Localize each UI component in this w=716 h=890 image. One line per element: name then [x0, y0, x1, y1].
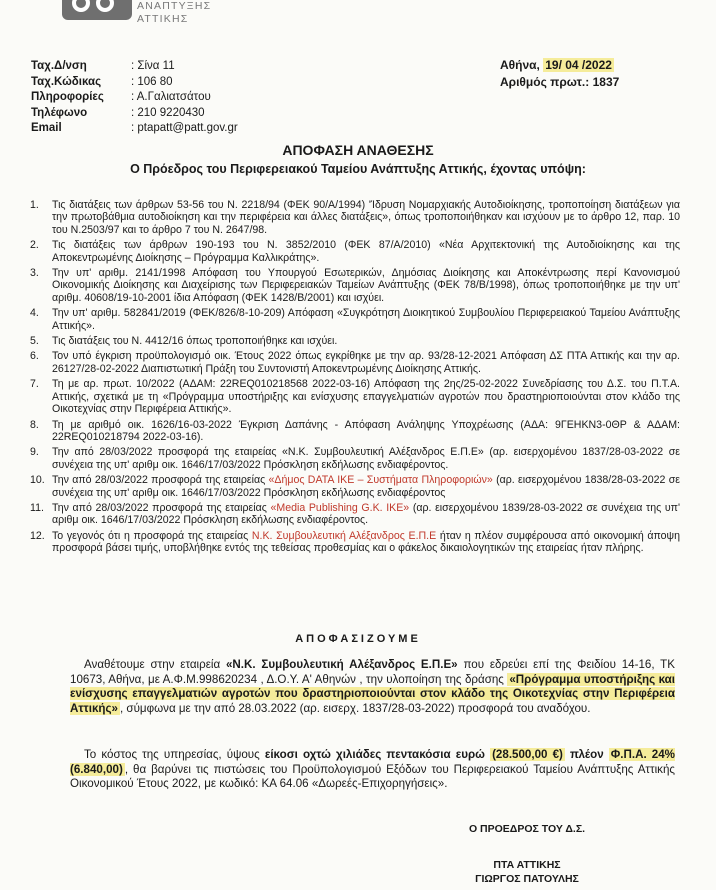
- item-text: Τη με αρ. πρωτ. 10/2022 (ΑΔΑΜ: 22REQ010218568 2022-03-16) Απόφαση της 2ης/25-02-2022 Συνεδρίασης του Δ.Σ. του Π.Τ.Α. Αττικής, σχετικά με τη «Πρόγραμμα υποστήριξης και ενίσχυσης επαγγελματιών αγροτών που δραστηριοποιούνται στον κλάδο της Οικοτεχνίας στην Περιφέρεια Αττικής».: [52, 378, 680, 416]
- contact-value: : Σίνα 11: [131, 60, 175, 72]
- list-item: [30, 350, 680, 375]
- item-text-post: ήταν η πλέον συμφέρουσα από οικονομική άποψη προσφορά βάσει τιμής, υποβλήθηκε εντός της τεθείσας προθεσμίας και ο φάκελος δικαιολογητικών της εταιρείας ήταν πλήρης.: [52, 529, 680, 555]
- contact-email[interactable]: : ptapatt@patt.gov.gr: [131, 122, 238, 134]
- item-text: Τις διατάξεις των άρθρων 53-56 του Ν. 2218/94 (ΦΕΚ 90/Α/1994) 'Ίδρυση Νομαρχιακής Αυτοδιοίκησης, τροποποίηση διατάξεων για την πρωτοβάθμια αυτοδιοίκηση και την περιφέρεια και άλλες διατάξεις», όπως τροποποιήθηκαν και ισχύουν με το άρθρο 12, παρ. 10 του Ν.2503/97 και το άρθρο 7 του Ν. 2647/98.: [52, 199, 680, 236]
- vat-value: Φ.Π.Α. 24% (6.840,00): [70, 748, 675, 776]
- contact-value: : Α.Γαλιατσάτου: [131, 91, 211, 103]
- contact-row: [31, 59, 238, 75]
- item-number: 1.: [30, 199, 39, 211]
- list-item: [30, 474, 680, 499]
- award-paragraph: [70, 658, 675, 716]
- list-item: [30, 419, 680, 444]
- item-number: 7.: [30, 378, 39, 391]
- para1-company: «Ν.Κ. Συμβουλευτική Αλέξανδρος Ε.Π.Ε»: [225, 658, 458, 671]
- list-item: [30, 446, 680, 471]
- signature-role: Ο ΠΡΟΕΔΡΟΣ ΤΟΥ Δ.Σ.: [468, 823, 586, 835]
- contact-row: [31, 121, 238, 137]
- contact-value: : 106 80: [131, 75, 173, 88]
- para1-b: που εδρεύει επί της Φειδίου 14-16, ΤΚ 10673, Αθήνα, με Α.Φ.Μ.998620234 , Δ.Ο.Υ. Α' Αθηνών , την υλοποίηση της δράσης: [70, 658, 675, 686]
- item-text: [52, 474, 680, 499]
- contact-label: Ταχ.Κώδικας: [31, 75, 102, 88]
- item-text: Τις διατάξεις των άρθρων 190-193 του Ν. 3852/2010 (ΦΕΚ 87/Α/2010) «Νέα Αρχιτεκτονική της Αυτοδιοίκησης και της Αποκεντρωμένης Διοίκησης – Πρόγραμμα Καλλικράτης».: [52, 239, 680, 264]
- page-title: ΑΠΟΦΑΣΗ ΑΝΑΘΕΣΗΣ: [282, 142, 434, 158]
- item-number: 5.: [30, 335, 39, 348]
- list-item: [30, 239, 680, 264]
- para1-a: Αναθέτουμε στην εταιρεία: [84, 658, 226, 671]
- item-text: Την υπ' αριθμ. 582841/2019 (ΦΕΚ/826/8-10-209) Απόφαση «Συγκρότηση Διοικητικού Συμβουλίου Περιφερειακού Ταμείου Ανάπτυξης Αττικής».: [52, 307, 680, 332]
- item-text: Τον υπό έγκριση προϋπολογισμό οικ. Έτους 2022 όπως εγκρίθηκε με την αρ. 93/28-12-2021 Απόφαση ΔΣ ΠΤΑ Αττικής και την αρ. 26127/28-02-2022 Διαπιστωτική Πράξη του Συντονιστή Αποκεντρωμένης Διοίκησης Αττικής.: [52, 350, 680, 375]
- para2-a: Το κόστος της υπηρεσίας, ύψους: [84, 748, 265, 761]
- item-number: 4.: [30, 307, 39, 320]
- logo-mark: [62, 0, 132, 20]
- company-name-highlight: «Δήμος DATA ΙΚΕ – Συστήματα Πληροφοριών»: [268, 474, 493, 487]
- item-text-pre: Την από 28/03/2022 προσφορά της εταιρείας: [52, 474, 269, 487]
- contact-row: [31, 75, 238, 91]
- list-item: [30, 502, 680, 527]
- item-text: [52, 502, 680, 527]
- contact-label: Πληροφορίες: [31, 91, 104, 103]
- logo-line2: ΑΤΤΙΚΗΣ: [137, 13, 189, 25]
- list-item: [30, 307, 680, 332]
- amount-words: είκοσι οχτώ χιλιάδες πεντακόσια ευρώ: [264, 748, 485, 761]
- item-number: 10.: [30, 474, 45, 487]
- item-number: 12.: [30, 529, 45, 542]
- page-subtitle: Ο Πρόεδρος του Περιφερειακού Ταμείου Ανάπτυξης Αττικής, έχοντας υπόψη:: [130, 162, 586, 176]
- para1-program: «Πρόγραμμα υποστήριξης και ενίσχυσης επαγγελματιών αγροτών που δραστηριοποιούνται στον κλάδο της Οικοτεχνίας στην Περιφέρεια Αττικής»: [70, 672, 675, 715]
- contact-row: [31, 106, 238, 122]
- item-text-pre: Το γεγονός ότι η προσφορά της εταιρείας: [52, 529, 252, 542]
- amount-plus: πλέον: [564, 748, 604, 761]
- contact-label: Τηλέφωνο: [31, 106, 88, 119]
- decision-heading: ΑΠΟΦΑΣΙΖΟΥΜΕ: [295, 633, 421, 645]
- logo-text: [137, 0, 211, 26]
- item-text: Την από 28/03/2022 προσφορά της εταιρείας «Ν.Κ. Συμβουλευτική Αλέξανδρος Ε.Π.Ε» (αρ. εισερχομένου 1837/28-03-2022 σε συνέχεια της υπ' αριθμ οικ. 1646/17/03/2022 Πρόσκληση εκδήλωσης ενδιαφέροντος.: [52, 446, 680, 471]
- item-text: Τη με αριθμό οικ. 1626/16-03-2022 Έγκριση Δαπάνης - Απόφαση Ανάληψης Υποχρέωσης (ΑΔΑ: 9ΓΕΗΚΝ3-0ΘΡ & ΑΔΑΜ: 22REQ010218794 2022-03-16).: [52, 418, 680, 443]
- item-text-post: (αρ. εισερχομένου 1838/28-03-2022 σε συνέχεια της υπ' αριθμ οικ. 1646/17/03/2022 Πρόσκληση εκδήλωσης ενδιαφέροντος: [52, 474, 680, 499]
- contact-label: Email: [31, 122, 62, 134]
- contact-label: Ταχ.Δ/νση: [31, 60, 87, 72]
- list-item: [30, 530, 680, 555]
- date-value: 19/ 04 /2022: [545, 58, 612, 72]
- item-number: 9.: [30, 446, 39, 459]
- item-text-pre: Την από 28/03/2022 προσφορά της εταιρείας: [52, 501, 271, 514]
- logo-line1: ΑΝΑΠΤΥΞΗΣ: [137, 0, 212, 12]
- list-item: [30, 199, 680, 236]
- considerations-list: [30, 199, 680, 558]
- item-number: 3.: [30, 267, 39, 280]
- date-block: [500, 57, 619, 91]
- item-text: Την υπ' αριθμ. 2141/1998 Απόφαση του Υπουργού Εσωτερικών, Δημόσιας Διοίκησης και Αποκέντρωσης περί Κανονισμού Οικονομικής Διοίκησης και Διαχείρισης των Περιφερειακών Ταμείων Ανάπτυξης (ΦΕΚ 78/Β/1998), όπως τροποποιήθηκε με την υπ' αριθμ. 40608/19-10-2001 ίδια Απόφαση (ΦΕΚ 1428/Β/2001) και ισχύει.: [52, 267, 680, 304]
- cost-paragraph: [70, 748, 675, 792]
- item-text: [52, 530, 680, 555]
- date-place: Αθήνα,: [500, 58, 540, 72]
- contact-value: : 210 9220430: [131, 106, 205, 119]
- signature-name: ΓΙΩΡΓΟΣ ΠΑΤΟΥΛΗΣ: [475, 873, 579, 885]
- list-item: [30, 267, 680, 304]
- item-number: 8.: [30, 418, 39, 431]
- list-item: [30, 378, 680, 415]
- contact-row: [31, 90, 238, 106]
- protocol-label: Αριθμός πρωτ.:: [500, 75, 590, 89]
- para1-c: , σύμφωνα με την από 28.03.2022 (αρ. εισερχ. 1837/28-03-2022) προσφορά του αναδόχου.: [119, 701, 591, 715]
- company-name-highlight: Ν.Κ. Συμβουλευτική Αλέξανδρος Ε.Π.Ε: [251, 529, 437, 542]
- amount-value: (28.500,00 €): [492, 748, 563, 761]
- company-name-highlight: «Media Publishing G.K. IKE»: [270, 501, 410, 514]
- contact-block: [31, 59, 238, 137]
- item-number: 11.: [30, 501, 44, 514]
- signature-org: ΠΤΑ ΑΤΤΙΚΗΣ: [493, 859, 561, 871]
- item-text-post: (αρ. εισερχομένου 1839/28-03-2022 σε συνέχεια της υπ' αριθμ οικ. 1646/17/03/2022 Πρόσκληση εκδήλωσης ενδιαφέροντος.: [52, 501, 680, 527]
- item-number: 2.: [30, 239, 39, 252]
- list-item: [30, 335, 680, 347]
- item-number: 6.: [30, 350, 39, 363]
- protocol-number: 1837: [592, 75, 620, 89]
- para2-b: , θα βαρύνει τις πιστώσεις του Προϋπολογισμού Εξόδων του Περιφερειακού Ταμείου Ανάπτυξης Αττικής Οικονομικού Έτους 2022, με κωδικό: ΚΑ 64.06 «Δωρεές-Επιχορηγήσεις».: [70, 762, 675, 791]
- signature-block: [432, 858, 622, 886]
- item-text: Τις διατάξεις του Ν. 4412/16 όπως τροποποιήθηκε και ισχύει.: [52, 335, 338, 348]
